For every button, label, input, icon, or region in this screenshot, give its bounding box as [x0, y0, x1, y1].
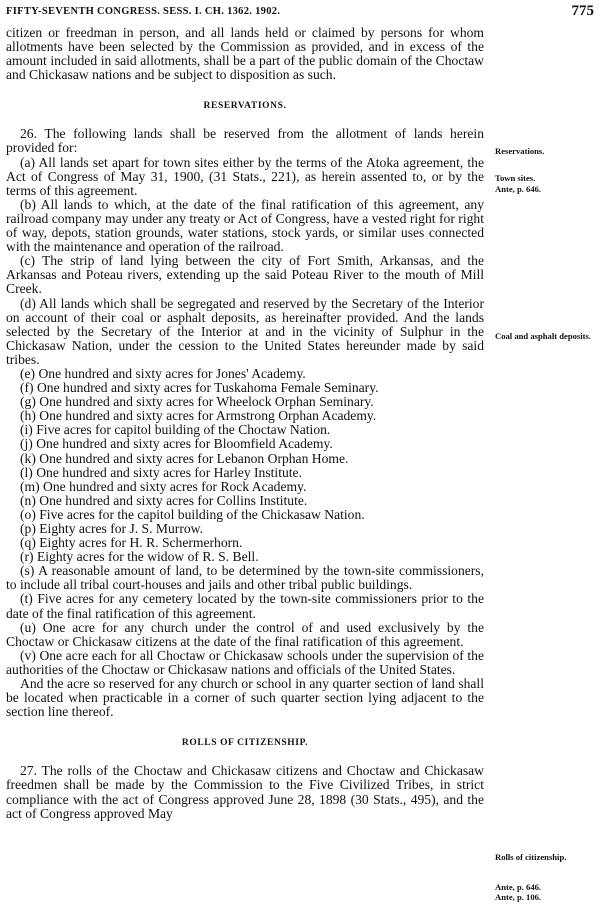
clause-i: (i) Five acres for capitol building of the Choctaw Nation. [20, 422, 331, 438]
clause-d: (d) All lands which shall be segregated and reserved by the Secretary of the Interior on account of their coal or asphalt deposits, as hereinafter provided. And the lands selected by the Secretary of the Interior at and in the vicinity of Sulphur in the Chickasaw Nation, under the cession to the United States hereunder made by said tribes. [6, 295, 484, 367]
margin-note-coal-asphalt: Coal and asphalt deposits. [495, 331, 591, 341]
clause-k: (k) One hundred and sixty acres for Lebanon Orphan Home. [20, 450, 349, 466]
clause-e: (e) One hundred and sixty acres for Jones' Academy. [20, 365, 306, 381]
margin-note-ante-646-second: Ante, p. 646. [495, 882, 542, 892]
clause-h: (h) One hundred and sixty acres for Armstrong Orphan Academy. [20, 408, 377, 424]
clause-t: (t) Five acres for any cemetery located by the town-site commissioners prior to the date of the final ratification of this agreement. [6, 591, 484, 621]
clause-f: (f) One hundred and sixty acres for Tuskahoma Female Seminary. [20, 380, 379, 396]
paragraph-opening: citizen or freedman in person, and all lands held or claimed by persons for whom allotments have been selected by the Commission as provided, and in excess of the amount included in said allotments, shall be a part of the public domain of the Choctaw and Chickasaw nations and be subject to disposition as such. [6, 25, 484, 83]
margin-note-ante-646: Ante, p. 646. [495, 184, 542, 194]
page-body [6, 26, 484, 821]
section-heading-rolls: ROLLS OF CITIZENSHIP. [181, 738, 309, 749]
clause-n: (n) One hundred and sixty acres for Collins Institute. [20, 492, 308, 508]
margin-note-reservations: Reservations. [495, 146, 545, 156]
clause-q: (q) Eighty acres for H. R. Schermerhorn. [20, 535, 243, 551]
paragraph-section-26: 26. The following lands shall be reserved from the allotment of lands herein provided for: [6, 126, 484, 156]
paragraph-section-27: 27. The rolls of the Choctaw and Chickasaw citizens and Choctaw and Chickasaw freedmen shall be made by the Commission to the Five Civilized Tribes, in strict compliance with the act of Congress approved June 28, 1898 (30 Stats., 495), and the act of Congress approved May [6, 763, 484, 821]
clause-l: (l) One hundred and sixty acres for Harley Institute. [20, 464, 302, 480]
clause-b: (b) All lands to which, at the date of the final ratification of this agreement, any railroad company may under any treaty or Act of Congress, have a vested right for right of way, depots, station grounds, water stations, stock yards, or similar uses connected with the maintenance and operation of the railroad. [6, 196, 484, 255]
running-header [0, 0, 600, 28]
margin-note-ante-106: Ante, p. 106. [495, 892, 542, 902]
clause-g: (g) One hundred and sixty acres for Wheelock Orphan Seminary. [20, 394, 374, 410]
clause-a: (a) All lands set apart for town sites either by the terms of the Atoka agreement, the Act of Congress of May 31, 1900, (31 Stats., 221), as herein assented to, or by the terms of this agreement. [6, 154, 484, 198]
clause-m: (m) One hundred and sixty acres for Rock Academy. [20, 478, 307, 494]
clause-s: (s) A reasonable amount of land, to be determined by the town-site commissioners, to include all tribal court-houses and jails and other tribal public buildings. [6, 563, 484, 593]
clause-v: (v) One acre each for all Choctaw or Chickasaw schools under the supervision of the authorities of the Choctaw or Chickasaw nations and officials of the United States. [6, 647, 484, 677]
clause-j: (j) One hundred and sixty acres for Bloomfield Academy. [20, 436, 333, 452]
clause-r: (r) Eighty acres for the widow of R. S. Bell. [20, 549, 259, 565]
clause-o: (o) Five acres for the capitol building of the Chickasaw Nation. [20, 506, 365, 522]
section-heading-reservations: RESERVATIONS. [203, 101, 287, 112]
running-title: FIFTY-SEVENTH CONGRESS. SESS. I. CH. 1362. 1902. [6, 6, 281, 17]
paragraph-closing: And the acre so reserved for any church or school in any quarter section of land shall be located when practicable in a corner of such quarter section lying adjacent to the section line thereof. [6, 676, 484, 720]
clause-c: (c) The strip of land lying between the city of Fort Smith, Arkansas, and the Arkansas and Poteau rivers, extending up the said Poteau River to the mouth of Mill Creek. [6, 253, 484, 297]
page-number: 775 [571, 3, 594, 19]
margin-note-rolls: Rolls of citizenship. [495, 852, 567, 862]
clause-p: (p) Eighty acres for J. S. Murrow. [20, 521, 203, 536]
margin-note-town-sites: Town sites. [495, 173, 536, 183]
clause-u: (u) One acre for any church under the control of and used exclusively by the Choctaw or Chickasaw citizens at the date of the final ratification of this agreement. [6, 619, 484, 649]
